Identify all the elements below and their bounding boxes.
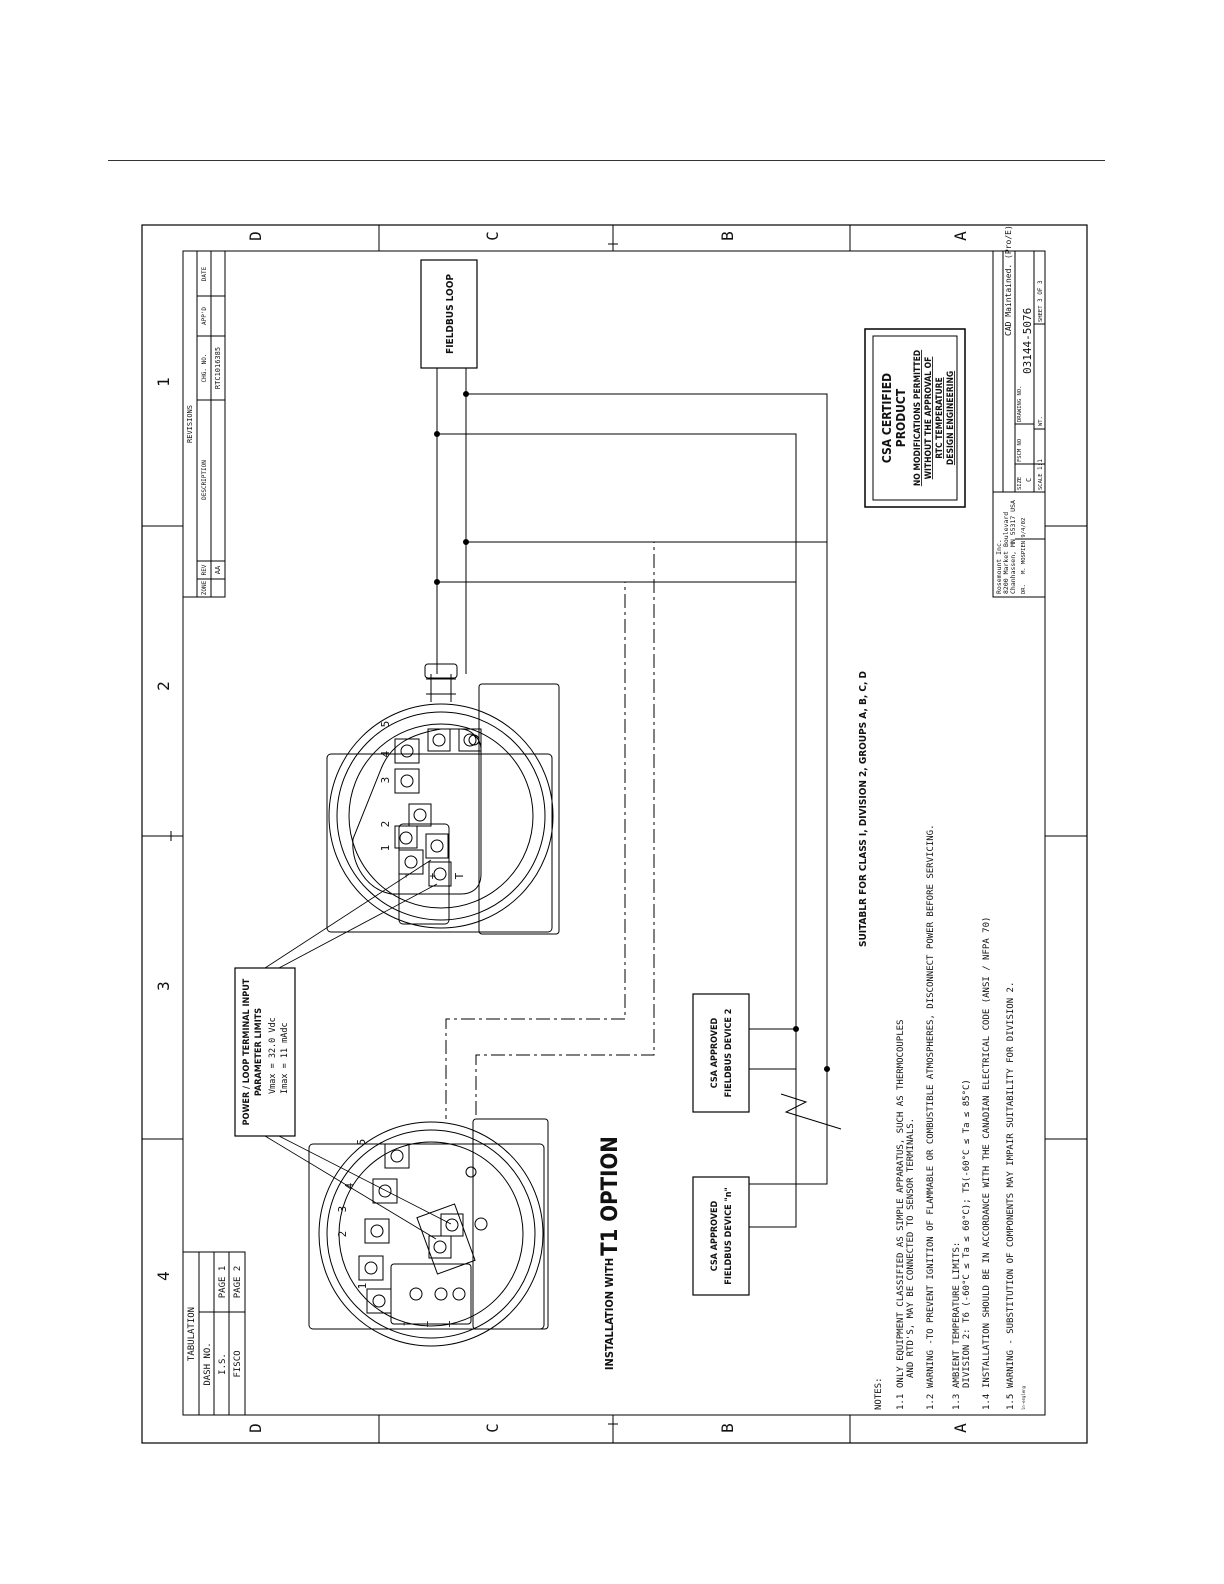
- note-1-text2: AND RTD'S, MAY BE CONNECTED TO SENSOR TERMINALS.: [906, 1117, 916, 1378]
- note-3-num: 1.3: [952, 1393, 962, 1410]
- device-n-line1: CSA APPROVED: [710, 1200, 720, 1272]
- tabulation-block: [183, 1252, 245, 1415]
- upper-transmitter: [327, 664, 559, 934]
- tab-row2-dash: FISCO: [233, 1350, 243, 1378]
- zone-letter-top-B: B: [718, 231, 737, 241]
- notes-section: [874, 824, 1016, 1410]
- note-3-text2: DIVISION 2: T6 (-60°C ≤ Ta ≤ 60°C); T5(-60°C ≤ Ta ≤ 85°C): [962, 1079, 972, 1388]
- device2-line2: FIELDBUS DEVICE 2: [724, 1008, 734, 1098]
- csa-line-3: RTC TEMPERATURE: [935, 377, 945, 459]
- rev-header-date: DATE: [201, 266, 208, 282]
- center-mark-top: [608, 232, 618, 244]
- suitable-statement: SUITABLR FOR CLASS I, DIVISION 2, GROUPS A, B, C, D: [858, 670, 869, 948]
- upper-terminal-4: 4: [379, 750, 392, 758]
- wire-break-symbol: [781, 1094, 841, 1129]
- drawing-sheet: [141, 224, 1088, 1444]
- zone-letter-bottom-D: D: [246, 1423, 265, 1433]
- company-line-3: Chanhassen, MN 55317 USA: [1009, 500, 1017, 594]
- zone-letter-top-A: A: [951, 231, 970, 241]
- dr-value: M. MOSPIEN 9/4/02: [1021, 517, 1027, 574]
- csa-line-2: WITHOUT THE APPROVAL OF: [924, 356, 934, 480]
- scale-value: 1:1: [1037, 459, 1044, 470]
- tab-header-dash-no: DASH NO.: [203, 1342, 213, 1386]
- note-2-text: WARNING -TO PREVENT IGNITION OF FLAMMABLE OR COMBUSTIBLE ATMOSPHERES, DISCONNECT POWER BEFORE SERVICING.: [926, 824, 936, 1388]
- parameter-limits-box: [235, 968, 295, 1136]
- note-1-num: 1.1: [896, 1393, 906, 1410]
- rev-header-description: DESCRIPTION: [201, 460, 208, 500]
- dr-label: DR.: [1021, 584, 1027, 594]
- note-1-text: ONLY EQUIPMENT CLASSIFIED AS SIMPLE APPARATUS, SUCH AS THERMOCOUPLES: [896, 1019, 906, 1388]
- tab-row2-page: PAGE 2: [233, 1265, 243, 1299]
- param-vmax: Vmax = 32.0 Vdc: [268, 1017, 278, 1094]
- device-n-line2: FIELDBUS DEVICE "n": [724, 1187, 734, 1285]
- note-2-num: 1.2: [926, 1393, 936, 1410]
- zone-number-2: 2: [154, 681, 173, 691]
- note-3-text: AMBIENT TEMPERATURE LIMITS:: [952, 1241, 962, 1388]
- upper-terminal-minus: -: [399, 872, 412, 880]
- page-header-rule: [108, 160, 1105, 161]
- note-5-text: WARNING - SUBSTITUTION OF COMPONENTS MAY IMPAIR SUITABILITY FOR DIVISION 2.: [1006, 981, 1016, 1388]
- tab-row1-dash: I.S.: [218, 1353, 228, 1375]
- zone-letter-top-C: C: [483, 231, 502, 241]
- drawing-svg: [141, 224, 1088, 1444]
- upper-terminal-5: 5: [379, 720, 392, 728]
- note-5-num: 1.5: [1006, 1393, 1016, 1410]
- upper-terminal-3: 3: [379, 776, 392, 784]
- csa-title-1: CSA CERTIFIED: [880, 372, 894, 464]
- t1-dashed-wiring: [437, 542, 654, 1119]
- fscm-label: FSCM NO: [1017, 438, 1023, 462]
- upper-terminal-t: T: [453, 872, 466, 880]
- notes-title: NOTES:: [874, 1377, 884, 1410]
- lower-terminal-t: T: [447, 1320, 460, 1328]
- lower-terminal-plus: +: [421, 1320, 434, 1328]
- csa-line-1: NO MODIFICATIONS PERMITTED: [913, 349, 923, 487]
- rev-header-appd: APP'D: [201, 306, 208, 326]
- installation-title-option: T1 OPTION: [598, 1136, 623, 1256]
- param-title-2: PARAMETER LIMITS: [254, 1007, 264, 1097]
- csa-certified-box: [865, 329, 965, 507]
- size-label: SIZE: [1017, 476, 1023, 490]
- scale-label: SCALE: [1038, 473, 1044, 490]
- upper-terminal-plus: +: [426, 872, 439, 880]
- zone-letter-bottom-C: C: [483, 1423, 502, 1433]
- corner-note: ln-engleng: [1021, 1385, 1026, 1410]
- zone-number-4: 4: [154, 1271, 173, 1281]
- cad-maintained: CAD Maintained. (Pro/E): [1004, 225, 1013, 336]
- csa-title-2: PRODUCT: [894, 388, 908, 448]
- device-n-box: [693, 1177, 749, 1295]
- lower-terminal-3: 3: [336, 1205, 349, 1213]
- rev-header-zone: ZONE: [201, 580, 208, 596]
- upper-terminal-2: 2: [379, 820, 392, 828]
- upper-terminal-1: 1: [379, 844, 392, 852]
- zone-letter-bottom-B: B: [718, 1423, 737, 1433]
- lower-terminal-2: 2: [336, 1230, 349, 1238]
- zone-number-3: 3: [154, 981, 173, 991]
- zone-number-1: 1: [154, 377, 173, 387]
- lower-terminal-4: 4: [343, 1182, 356, 1190]
- device2-line1: CSA APPROVED: [710, 1017, 720, 1089]
- fieldbus-loop-label: FIELDBUS LOOP: [445, 274, 456, 354]
- rev-header-rev: REV: [201, 564, 208, 576]
- tabulation-title: TABULATION: [187, 1306, 197, 1362]
- lower-terminal-minus: -: [397, 1320, 410, 1328]
- rev-header-chg-no: CHG. NO.: [201, 353, 208, 383]
- drawing-no-label: DRAWING NO.: [1017, 385, 1023, 422]
- lower-terminal-5: 5: [355, 1138, 368, 1146]
- revisions-block: [183, 251, 225, 597]
- center-mark-bottom: [608, 1424, 618, 1436]
- fieldbus-loop-box: [421, 260, 477, 368]
- center-mark-left: [157, 831, 171, 841]
- wt-label: WT.: [1038, 416, 1044, 426]
- revisions-title: REVISIONS: [186, 405, 194, 443]
- sheet-value: 3 OF 3: [1037, 280, 1044, 302]
- note-4-text: INSTALLATION SHOULD BE IN ACCORDANCE WITH THE CANADIAN ELECTRICAL CODE (ANSI / NFPA 70): [982, 916, 992, 1388]
- company-line-2: 8200 Market Boulevard: [1002, 511, 1010, 594]
- param-imax: Imax = 11 mAdc: [280, 1022, 290, 1094]
- device-2-box: [693, 994, 749, 1112]
- lower-terminal-1: 1: [356, 1282, 369, 1290]
- param-title-1: POWER / LOOP TERMINAL INPUT: [242, 978, 252, 1126]
- rev-value-rev: AA: [214, 565, 222, 575]
- loop-wiring: [435, 368, 830, 1227]
- sheet-label: SHEET: [1038, 305, 1044, 322]
- csa-line-4: DESIGN ENGINEERING: [946, 370, 956, 466]
- company-line-1: Rosemount Inc.: [995, 539, 1003, 594]
- size-value: C: [1025, 477, 1033, 482]
- drawing-no-value: 03144-5076: [1021, 307, 1034, 374]
- tab-row1-page: PAGE 1: [218, 1265, 228, 1299]
- note-4-num: 1.4: [982, 1393, 992, 1410]
- rev-value-chg-no: RTC1016385: [214, 346, 222, 390]
- zone-letter-bottom-A: A: [951, 1423, 970, 1433]
- installation-title-prefix: INSTALLATION WITH: [603, 1257, 616, 1371]
- zone-letter-top-D: D: [246, 231, 265, 241]
